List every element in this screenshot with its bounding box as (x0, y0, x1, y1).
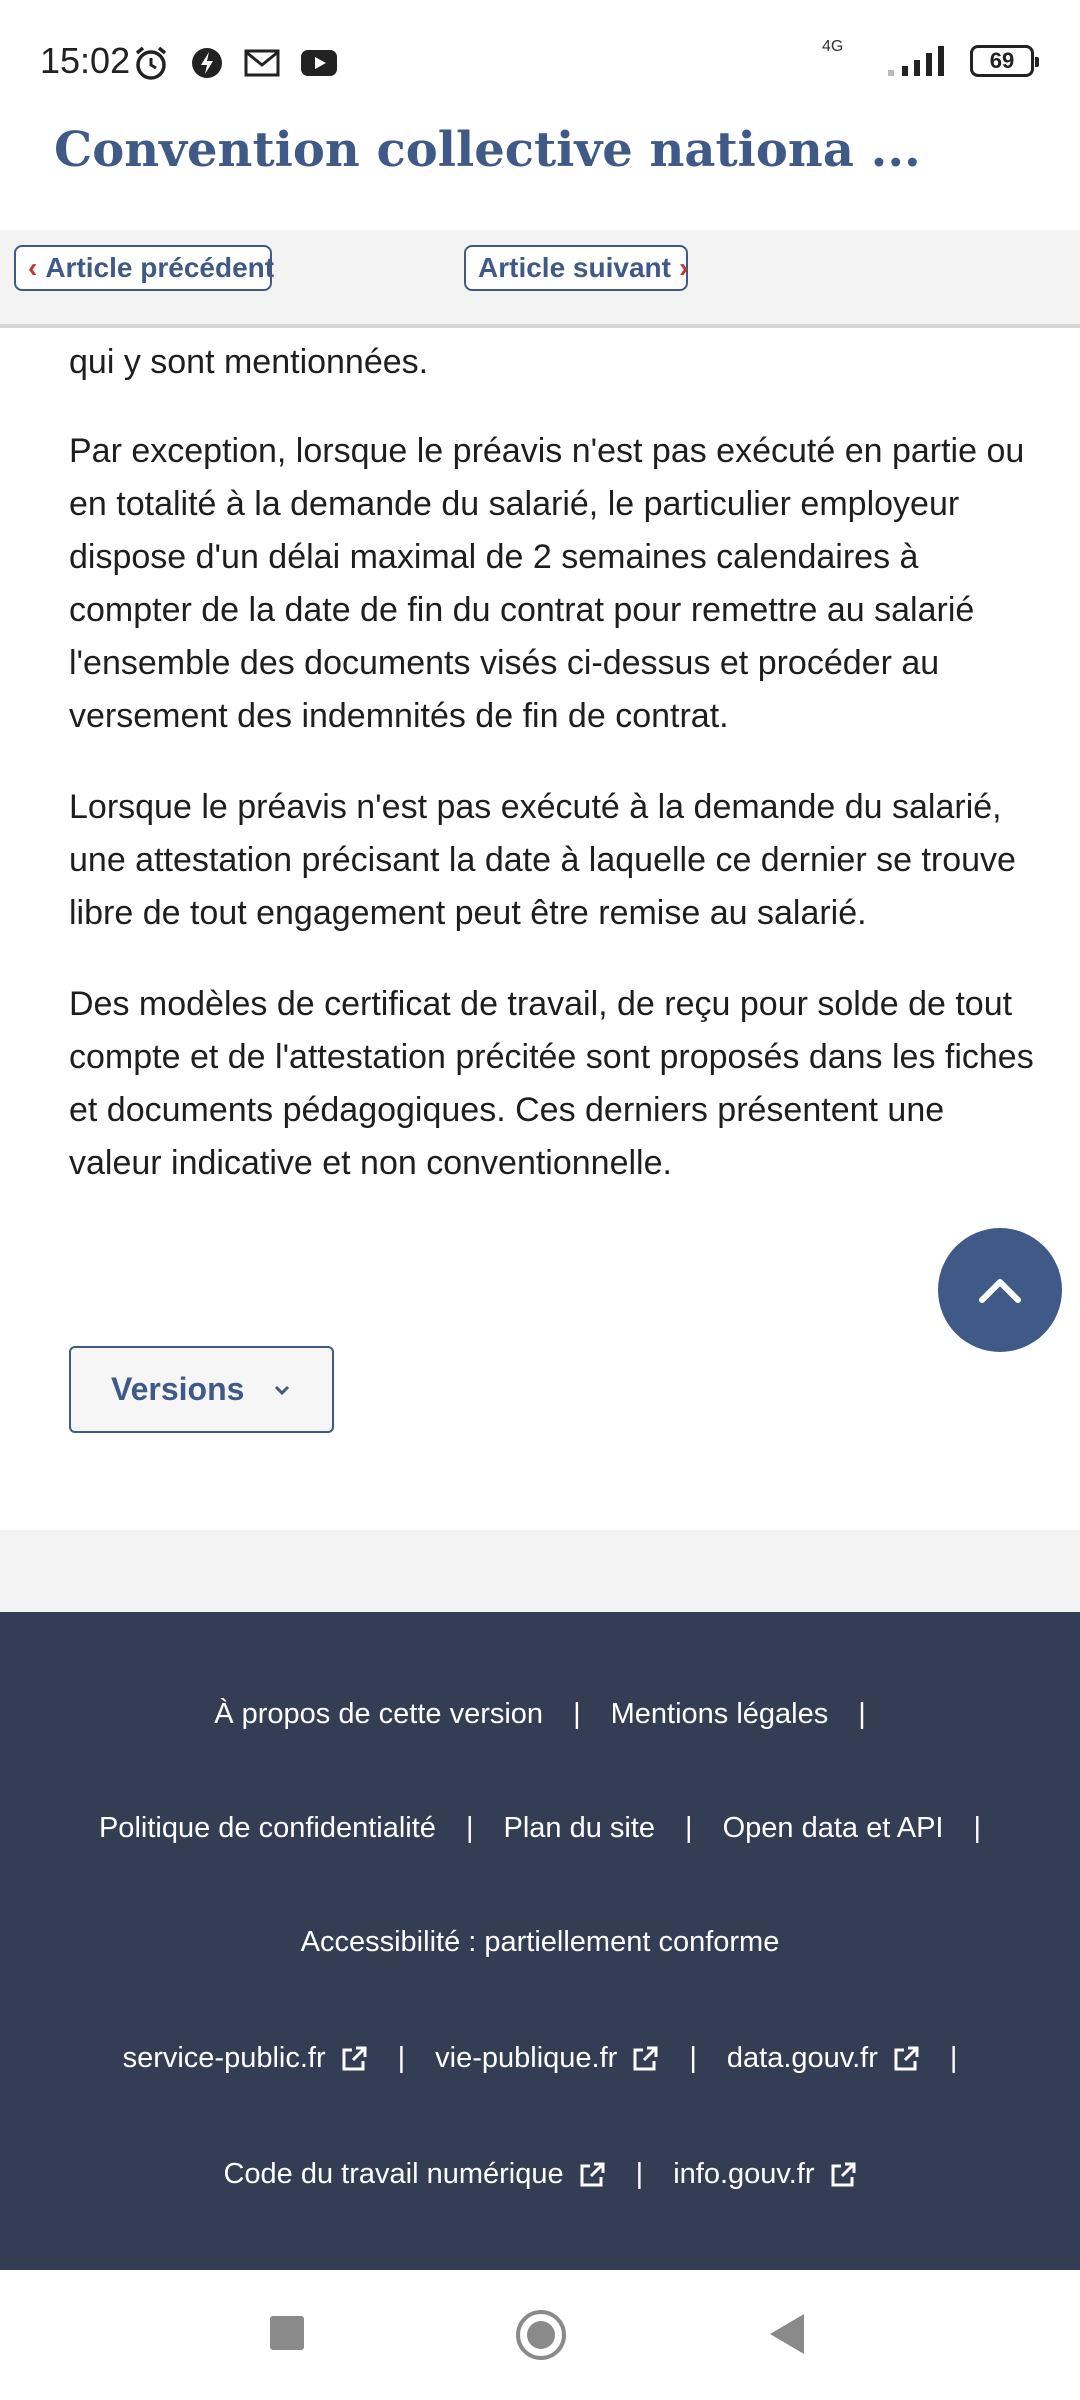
recents-icon[interactable] (270, 2316, 304, 2350)
next-article-button[interactable] (464, 245, 688, 291)
network-label: 4G (822, 38, 844, 55)
article-nav (0, 230, 1080, 328)
battery-level: 69 (989, 48, 1015, 73)
footer-row-4 (0, 2042, 1080, 2075)
footer-link-info-gouv[interactable] (673, 2158, 856, 2191)
footer-link-about-version[interactable]: À propos de cette version (214, 1698, 544, 1730)
footer (0, 1612, 1080, 2270)
youtube-icon (300, 49, 338, 77)
footer-separator: | (573, 1698, 581, 1730)
article-paragraph: Par exception, lorsque le préavis n'est pas exécuté en partie ou en totalité à la demande du salarié, le particulier employeur dispose d'un délai maximal de 2 semaines calendaires à compter de la date de fin du contrat pour remettre au salarié l'ensemble des documents visés ci-dessus et procéder au versement des indemnités de fin de contrat. (69, 432, 1025, 735)
status-right (822, 38, 1034, 78)
footer-separator: | (465, 1812, 474, 1844)
home-icon[interactable] (516, 2310, 566, 2360)
footer-link-sitemap[interactable]: Plan du site (503, 1812, 656, 1844)
external-link-icon (631, 2045, 659, 2073)
battery-icon (970, 45, 1034, 77)
versions-label: Versions (111, 1371, 245, 1407)
article-paragraph: qui y sont mentionnées. (69, 343, 429, 381)
footer-link-privacy[interactable]: Politique de confidentialité (98, 1812, 436, 1844)
back-icon[interactable] (770, 2314, 804, 2354)
footer-row-2 (0, 1812, 1080, 1845)
footer-spacer (0, 1530, 1080, 1612)
previous-article-label: Article précédent (45, 252, 275, 283)
footer-link-service-public[interactable] (123, 2042, 368, 2075)
footer-separator: | (858, 1698, 866, 1730)
footer-link-open-data[interactable]: Open data et API (722, 1812, 944, 1844)
bolt-icon (190, 46, 224, 80)
next-article-label: Article suivant (478, 252, 671, 283)
article-paragraph: Lorsque le préavis n'est pas exécuté à la demande du salarié, une attestation précisant la date à laquelle ce dernier se trouve libre de tout engagement peut être remise au salarié. (69, 788, 1016, 932)
footer-row-3 (0, 1926, 1080, 1959)
chevron-up-icon (976, 1274, 1024, 1306)
chevron-down-icon (272, 1383, 292, 1397)
footer-link-legal[interactable]: Mentions légales (610, 1698, 829, 1730)
external-link-icon (829, 2161, 857, 2189)
page-title: Convention collective nationa ... (54, 122, 921, 178)
footer-separator: | (689, 2042, 697, 2074)
versions-dropdown-button[interactable] (69, 1346, 334, 1433)
status-time: 15:02 (40, 40, 131, 81)
footer-row-1 (0, 1698, 1080, 1731)
previous-article-button[interactable] (14, 245, 275, 291)
alarm-icon (132, 44, 170, 82)
footer-link-data-gouv[interactable] (727, 2042, 920, 2075)
footer-separator: | (973, 1812, 982, 1844)
footer-separator: | (635, 2158, 644, 2190)
article-paragraph: Des modèles de certificat de travail, de reçu pour solde de tout compte et de l'attestation précitée sont proposés dans les fiches et documents pédagogiques. Ces derniers présentent une valeur indicative et non conventionnelle. (69, 985, 1034, 1182)
footer-link-label: service-public.fr (122, 2042, 326, 2074)
scroll-to-top-button[interactable] (938, 1228, 1062, 1352)
external-link-icon (340, 2045, 368, 2073)
chevron-right-icon: › (678, 252, 689, 283)
footer-separator: | (685, 1812, 693, 1844)
external-link-icon (578, 2161, 606, 2189)
footer-link-vie-publique[interactable] (435, 2042, 659, 2075)
article-content (69, 336, 1039, 1228)
footer-link-label: info.gouv.fr (673, 2158, 815, 2190)
status-icons-left (132, 44, 338, 82)
footer-link-label: vie-publique.fr (435, 2042, 618, 2074)
status-bar (0, 0, 1080, 120)
signal-icon (884, 44, 952, 78)
footer-link-accessibility[interactable]: Accessibilité : partiellement conforme (300, 1926, 780, 1958)
external-link-icon (892, 2045, 920, 2073)
footer-separator: | (949, 2042, 958, 2074)
mail-icon (244, 49, 280, 77)
footer-row-5 (0, 2158, 1080, 2191)
chevron-left-icon: ‹ (28, 252, 38, 283)
footer-separator: | (397, 2042, 406, 2074)
footer-link-label: data.gouv.fr (726, 2042, 878, 2074)
footer-link-code-travail[interactable] (223, 2158, 605, 2191)
footer-link-label: Code du travail numérique (223, 2158, 564, 2190)
